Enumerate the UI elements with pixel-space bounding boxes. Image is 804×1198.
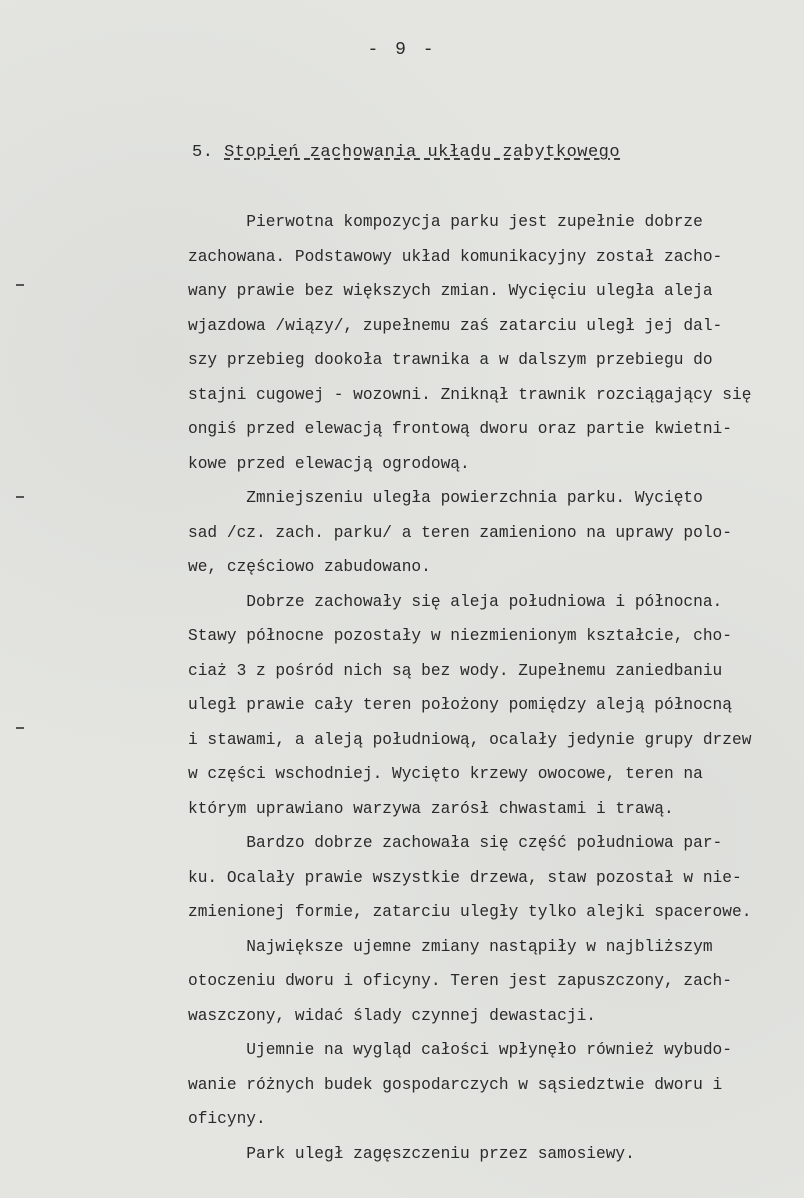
- text-line: szy przebieg dookoła trawnika a w dalszym przebiegu do: [188, 351, 713, 369]
- text-line: zachowana. Podstawowy układ komunikacyjny został zacho-: [188, 247, 723, 266]
- text-line: waszczony, widać ślady czynnej dewastacji.: [188, 1006, 596, 1025]
- text-line: wjazdowa /wiązy/, zupełnemu zaś zatarciu uległ jej dal-: [188, 316, 723, 335]
- text-line: Pierwotna kompozycja parku jest zupełnie dobrze: [188, 213, 703, 231]
- text-line: Największe ujemne zmiany nastąpiły w najbliższym: [188, 937, 713, 956]
- text-line: w części wschodniej. Wycięto krzewy owocowe, teren na: [188, 765, 703, 783]
- text-line: Zmniejszeniu uległa powierzchnia parku. Wycięto: [188, 489, 703, 507]
- text-line: i stawami, a aleją południową, ocalały jedynie grupy drzew: [188, 730, 752, 749]
- text-line: uległ prawie cały teren położony pomiędzy aleją północną: [188, 696, 732, 714]
- page-number: - 9 -: [367, 40, 437, 60]
- margin-tick: [16, 284, 24, 286]
- text-line: Ujemnie na wygląd całości wpłynęło również wybudo-: [188, 1041, 732, 1059]
- text-line: Dobrze zachowały się aleja południowa i północna.: [188, 592, 723, 611]
- text-line: którym uprawiano warzywa zarósł chwastami i trawą.: [188, 799, 674, 818]
- text-line: sad /cz. zach. parku/ a teren zamieniono na uprawy polo-: [188, 523, 732, 542]
- text-line: oficyny.: [188, 1110, 266, 1128]
- section-heading: [192, 143, 620, 162]
- text-line: wanie różnych budek gospodarczych w sąsiedztwie dworu i: [188, 1075, 723, 1094]
- section-number: 5.: [192, 143, 214, 162]
- text-line: ku. Ocalały prawie wszystkie drzewa, staw pozostał w nie-: [188, 868, 742, 887]
- text-line: otoczeniu dworu i oficyny. Teren jest zapuszczony, zach-: [188, 972, 732, 990]
- text-line: ciaż 3 z pośród nich są bez wody. Zupełnemu zaniedbaniu: [188, 661, 723, 680]
- text-line: wany prawie bez większych zmian. Wycięciu uległa aleja: [188, 282, 713, 300]
- body-text: [188, 205, 788, 1171]
- text-line: zmienionej formie, zatarciu uległy tylko alejki spacerowe.: [188, 903, 752, 921]
- text-line: Park uległ zagęszczeniu przez samosiewy.: [188, 1144, 635, 1163]
- text-line: we, częściowo zabudowano.: [188, 558, 431, 576]
- margin-tick: [16, 496, 24, 498]
- text-line: stajni cugowej - wozowni. Zniknął trawnik rozciągający się: [188, 385, 752, 404]
- section-title: Stopień zachowania układu zabytkowego: [224, 143, 621, 162]
- margin-tick: [16, 727, 24, 729]
- text-line: Bardzo dobrze zachowała się część południowa par-: [188, 834, 723, 852]
- text-line: ongiś przed elewacją frontową dworu oraz partie kwietni-: [188, 420, 732, 438]
- text-line: Stawy północne pozostały w niezmienionym kształcie, cho-: [188, 627, 732, 645]
- text-line: kowe przed elewacją ogrodową.: [188, 454, 470, 473]
